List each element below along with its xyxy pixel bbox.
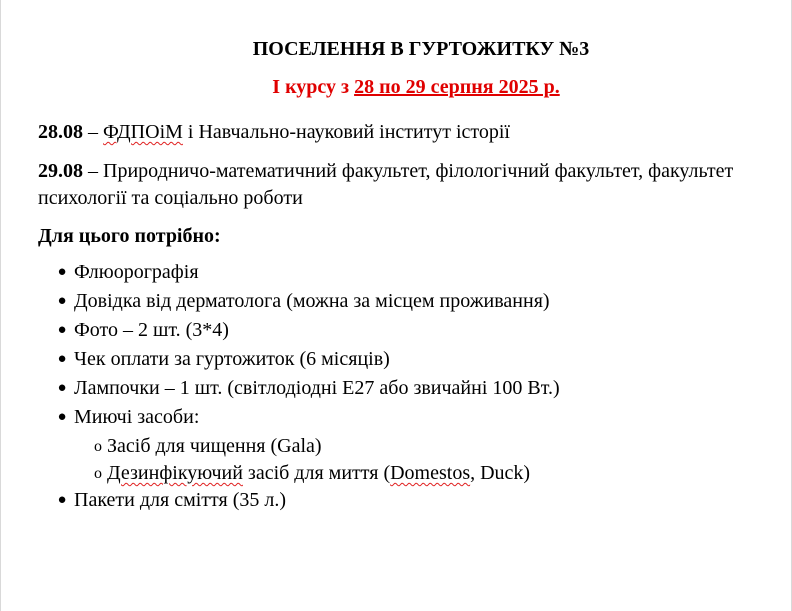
sub-bullet-icon: o [94,465,102,482]
sub-list-item [38,459,738,486]
sub-item-brand: Domestos [390,462,471,484]
list-item [38,316,738,345]
bullet-icon: ● [57,322,67,338]
list-item-text: Миючі засоби: [74,406,200,428]
subtitle-dates: 28 по 29 серпня 2025 р. [354,76,560,98]
day2-date: 29.08 [38,160,83,182]
day1-abbr: ФДПОіМ [103,121,183,143]
sub-item-text: Засіб для чищення (Gala) [107,435,322,457]
document-subtitle [1,75,792,99]
subtitle-prefix: I курсу з [272,76,355,98]
list-item-text: Пакети для сміття (35 л.) [74,489,287,511]
bullet-icon: ● [57,380,67,396]
sub-item-word: Дезинфікуючий [107,462,243,484]
day2-paragraph [38,158,738,212]
day2-text: Природничо-математичний факультет, філологічний факультет, факультет психології та соціально роботи [38,160,734,209]
sub-item-text: засіб для миття ( [242,462,391,484]
list-item-text: Лампочки – 1 шт. (світлодіодні Е27 або звичайні 100 Вт.) [74,377,560,399]
list-item-text: Чек оплати за гуртожиток (6 місяців) [74,348,390,370]
requirements-list [38,258,738,515]
sub-list-item [38,432,738,459]
list-item-text: Довідка від дерматолога (можна за місцем проживання) [74,290,550,312]
day1-paragraph [38,119,738,146]
list-item [38,258,738,287]
list-item [38,403,738,432]
list-item-text: Флюорографія [74,261,199,283]
list-item [38,486,738,515]
day1-sep: – [83,121,103,143]
list-item [38,345,738,374]
bullet-icon: ● [57,492,67,508]
bullet-icon: ● [57,293,67,309]
day2-sep: – [83,160,103,182]
sub-item-text-end: , Duck) [470,462,531,484]
day1-rest: і Навчально-науковий інститут історії [182,121,510,143]
bullet-icon: ● [57,351,67,367]
list-item [38,374,738,403]
list-item [38,287,738,316]
day1-date: 28.08 [38,121,83,143]
bullet-icon: ● [57,264,67,280]
bullet-icon: ● [57,409,67,425]
requirements-heading: Для цього потрібно: [38,225,221,247]
document-title: ПОСЕЛЕННЯ В ГУРТОЖИТКУ №3 [252,38,590,60]
list-item-text: Фото – 2 шт. (3*4) [74,319,229,341]
sub-bullet-icon: o [94,438,102,455]
